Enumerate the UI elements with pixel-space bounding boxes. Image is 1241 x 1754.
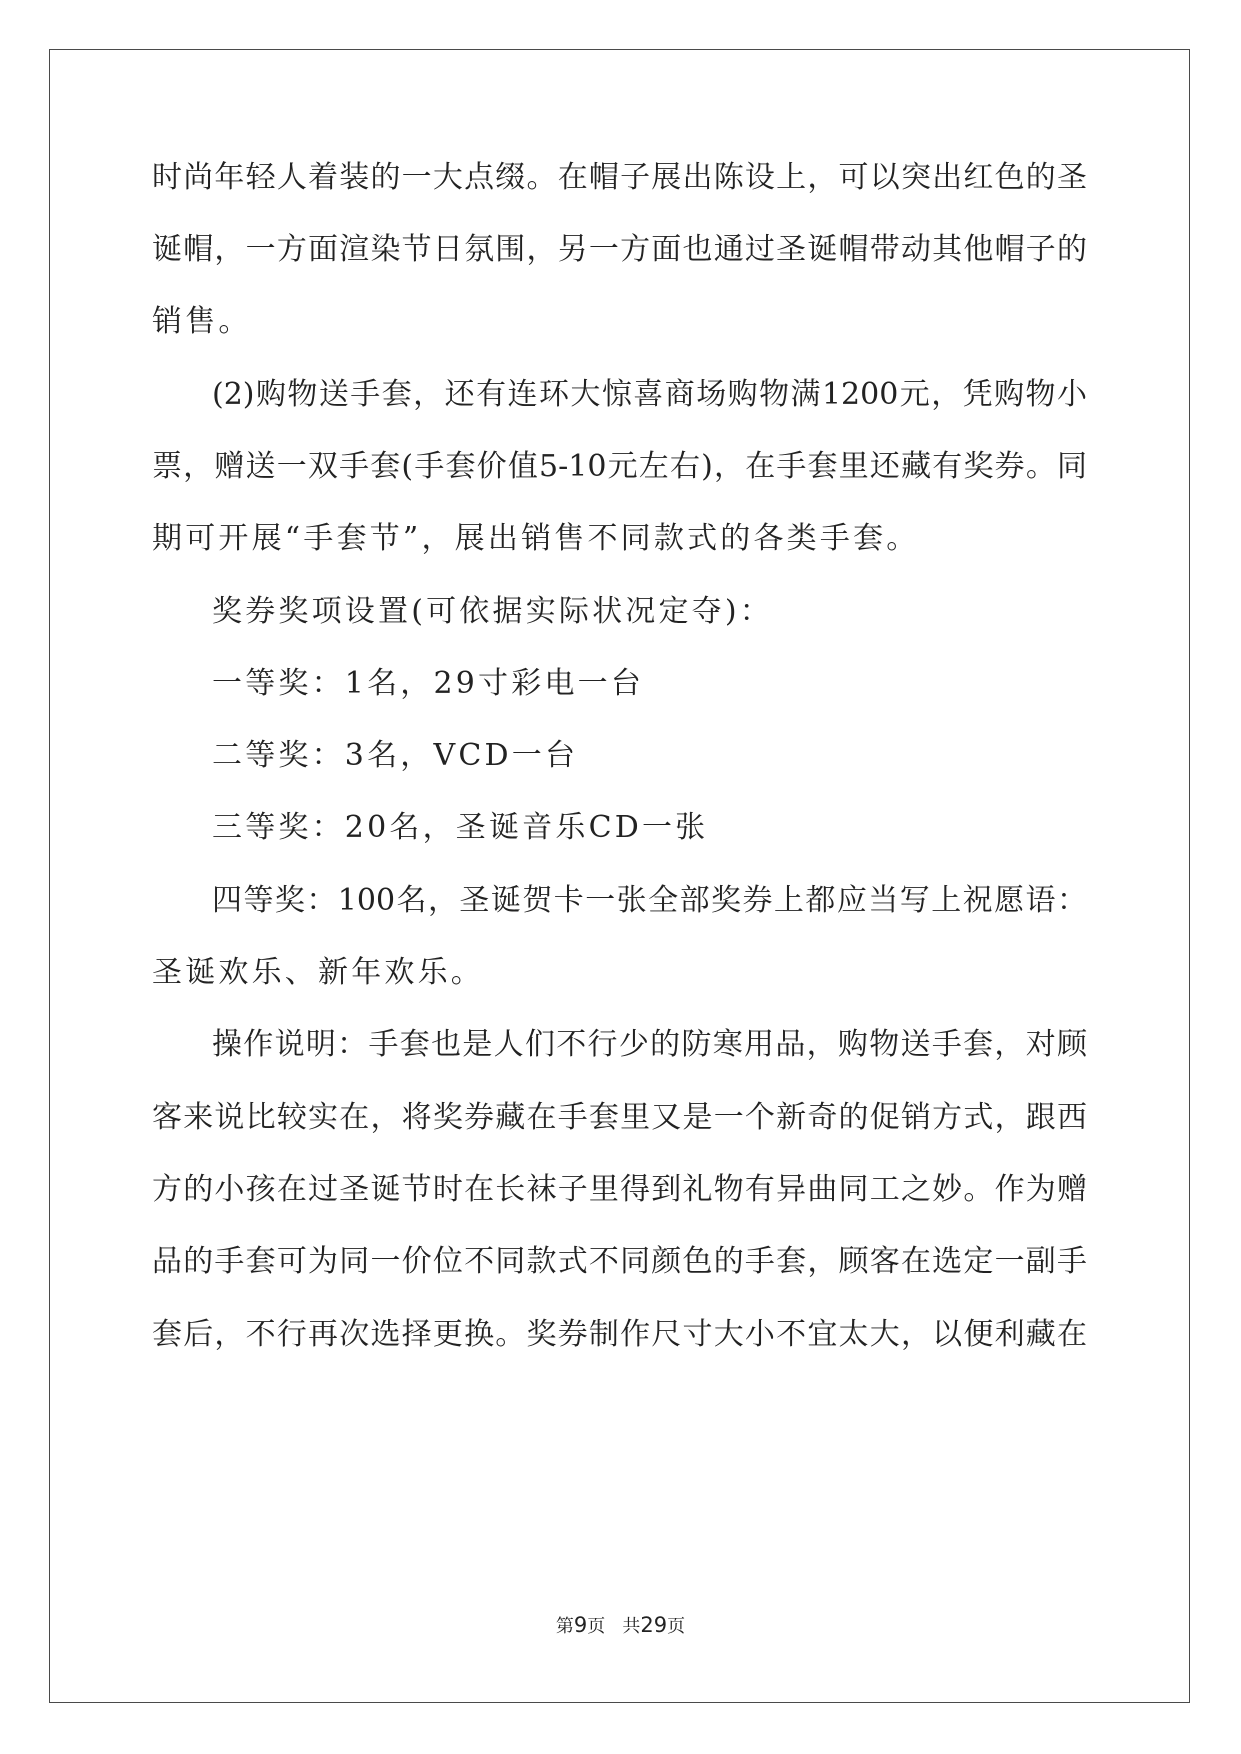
text-line: 二等奖：3名，VCD一台 — [212, 738, 579, 773]
text-line: 奖券奖项设置(可依据实际状况定夺)： — [212, 594, 774, 629]
text-line: 四等奖：100名，圣诞贺卡一张全部奖券上都应当写上祝愿语： — [212, 883, 1087, 918]
total-prefix: 共 — [622, 1616, 641, 1637]
text-line: 品的手套可为同一价位不同款式不同颜色的手套，顾客在选定一副手 — [152, 1244, 1087, 1279]
text-line: 方的小孩在过圣诞节时在长袜子里得到礼物有异曲同工之妙。作为赠 — [152, 1172, 1087, 1207]
total-pages: 29 — [640, 1613, 668, 1637]
text-line: 销售。 — [152, 304, 252, 339]
page-prefix: 第 — [555, 1616, 574, 1637]
text-line: 操作说明：手套也是人们不行少的防寒用品，购物送手套，对顾 — [212, 1027, 1087, 1062]
page-suffix: 页 — [587, 1616, 606, 1637]
text-line: 时尚年轻人着装的一大点缀。在帽子展出陈设上，可以突出红色的圣 — [152, 160, 1087, 195]
total-suffix: 页 — [667, 1616, 686, 1637]
text-line: 票，赠送一双手套(手套价值5-10元左右)，在手套里还藏有奖券。同 — [152, 449, 1087, 484]
text-line: 套后，不行再次选择更换。奖券制作尺寸大小不宜太大，以便利藏在 — [152, 1317, 1087, 1352]
text-line: 一等奖：1名，29寸彩电一台 — [212, 666, 645, 701]
text-line: 诞帽，一方面渲染节日氛围，另一方面也通过圣诞帽带动其他帽子的 — [152, 232, 1087, 267]
text-line: (2)购物送手套，还有连环大惊喜商场购物满1200元，凭购物小 — [212, 377, 1087, 412]
text-line: 期可开展“手套节”，展出销售不同款式的各类手套。 — [152, 521, 920, 556]
page-footer — [0, 1613, 1241, 1639]
text-line: 三等奖：20名，圣诞音乐CD一张 — [212, 810, 709, 845]
text-line: 客来说比较实在，将奖券藏在手套里又是一个新奇的促销方式，跟西 — [152, 1100, 1087, 1135]
page-border — [49, 49, 1190, 1703]
page-number: 9 — [573, 1613, 588, 1637]
text-line: 圣诞欢乐、新年欢乐。 — [152, 955, 484, 990]
